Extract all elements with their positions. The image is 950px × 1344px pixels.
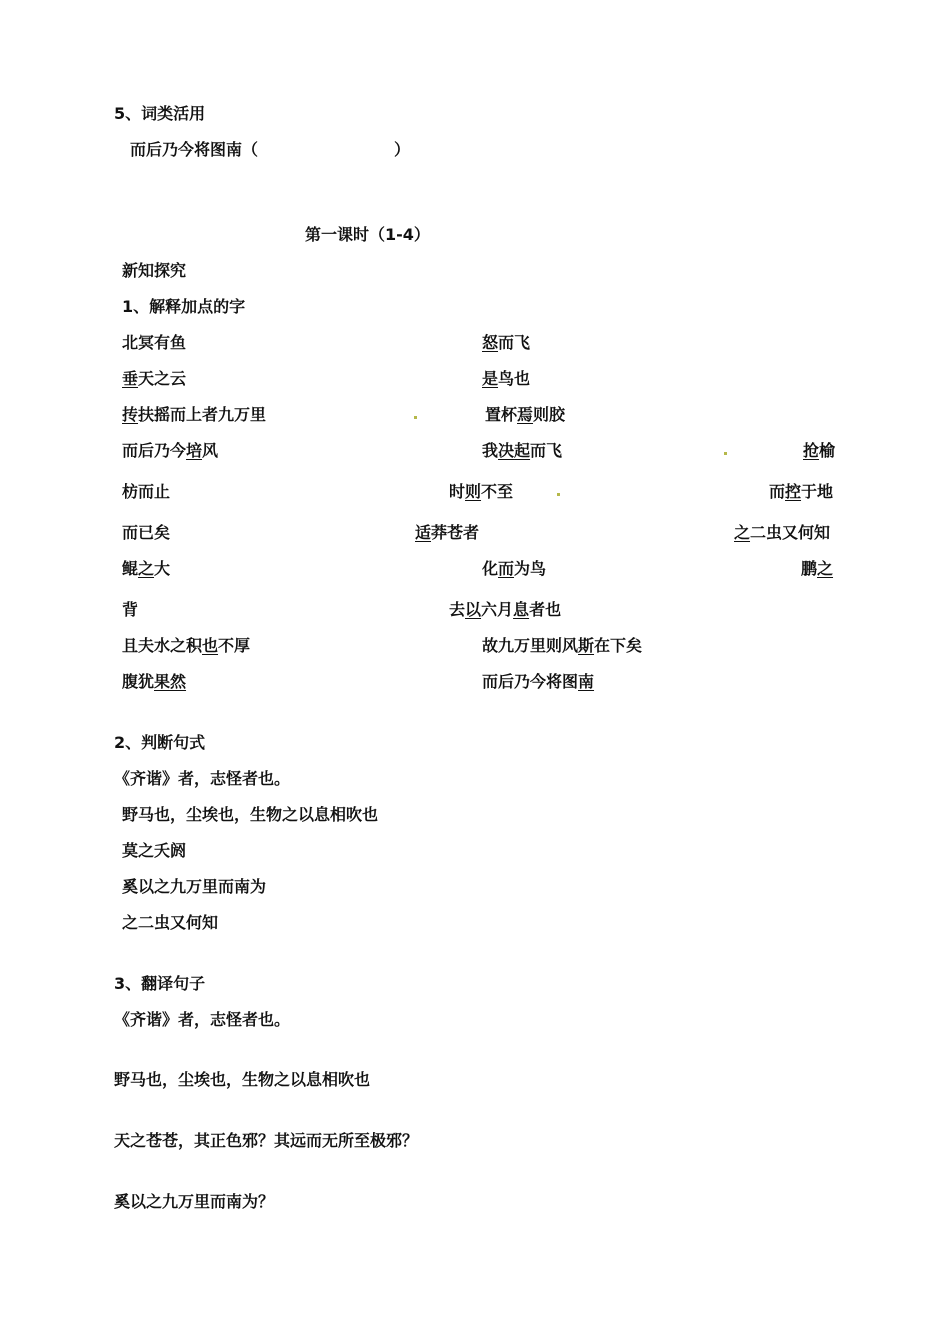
q1-r5-a: 枋而止 — [122, 482, 171, 501]
q1-r6-b: 适莽苍者 — [415, 523, 480, 542]
q1-r1-a: 北冥有鱼 — [122, 333, 187, 352]
q1-r1-b: 怒而飞 — [482, 333, 531, 352]
q2-item: 野马也，尘埃也，生物之以息相吹也 — [122, 805, 379, 824]
q1-r7-a: 鲲之大 — [122, 559, 171, 578]
section5-item-suffix: ） — [394, 140, 411, 159]
q1-r8-b: 去以六月息者也 — [449, 600, 562, 619]
q1-r9-b: 故九万里则风斯在下矣 — [482, 636, 643, 655]
q1-r7-c: 鹏之 — [801, 559, 834, 578]
q3-item: 野马也，尘埃也，生物之以息相吹也 — [114, 1070, 371, 1089]
new-knowledge-heading: 新知探究 — [122, 261, 187, 280]
q1-r10-b: 而后乃今将图南 — [482, 672, 595, 691]
q3-item: 天之苍苍，其正色邪？其远而无所至极邪？ — [114, 1131, 419, 1150]
q1-r6-a: 而已矣 — [122, 523, 171, 542]
section5-item — [130, 140, 410, 160]
q1-r2-a: 垂天之云 — [122, 369, 187, 388]
mark-dot — [414, 416, 417, 419]
q2-item: 莫之夭阏 — [122, 841, 187, 860]
q1-r9-a: 且夫水之积也不厚 — [122, 636, 251, 655]
q2-heading: 2、判断句式 — [114, 733, 206, 752]
q2-item: 《齐谐》者，志怪者也。 — [114, 769, 291, 788]
q1-r5-b: 时则不至 — [449, 482, 514, 501]
q1-r6-c: 之二虫又何知 — [734, 523, 831, 542]
q1-r8-a: 背 — [122, 600, 139, 619]
mark-dot — [724, 452, 727, 455]
q2-item: 之二虫又何知 — [122, 913, 219, 932]
q1-r10-a: 腹犹果然 — [122, 672, 187, 691]
q1-r3-b: 置杯焉则胶 — [485, 405, 566, 424]
section5-heading: 5、词类活用 — [114, 104, 206, 123]
q1-r5-c: 而控于地 — [769, 482, 834, 501]
q1-heading: 1、解释加点的字 — [122, 297, 246, 316]
q1-r4-c: 抢榆 — [803, 441, 836, 460]
q1-r7-b: 化而为鸟 — [482, 559, 547, 578]
lesson-title: 第一课时（1-4） — [305, 225, 430, 244]
mark-dot — [557, 493, 560, 496]
q3-heading: 3、翻译句子 — [114, 974, 206, 993]
q2-item: 奚以之九万里而南为 — [122, 877, 267, 896]
q3-item: 奚以之九万里而南为？ — [114, 1192, 275, 1211]
q3-item: 《齐谐》者，志怪者也。 — [114, 1010, 291, 1029]
section5-item-prefix: 而后乃今将图南（ — [130, 140, 259, 159]
q1-r4-b: 我决起而飞 — [482, 441, 563, 460]
q1-r3-a: 抟扶摇而上者九万里 — [122, 405, 267, 424]
q1-r4-a: 而后乃今培风 — [122, 441, 219, 460]
q1-r2-b: 是鸟也 — [482, 369, 531, 388]
